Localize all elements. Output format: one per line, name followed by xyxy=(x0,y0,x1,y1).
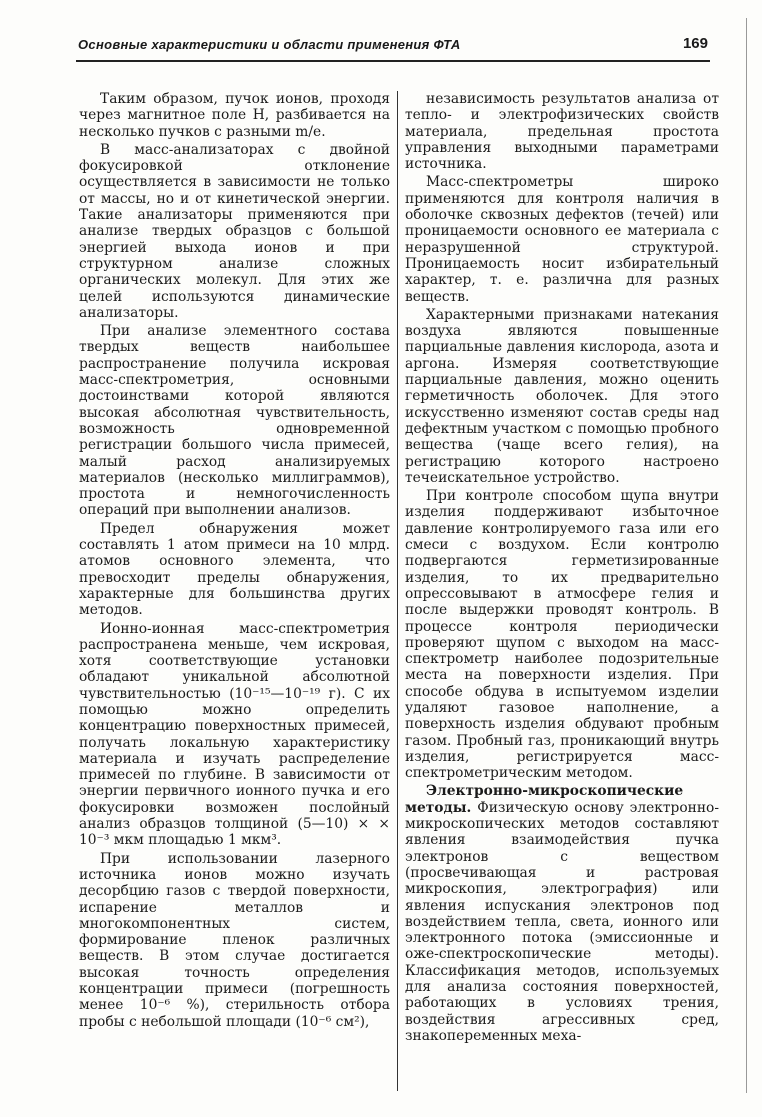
section-run-in-heading: Электронно-микроскопические методы. xyxy=(405,783,684,816)
paragraph: Таким образом, пучок ионов, проходя через магнитное поле H, разбивается на несколько пучков с разными m/e. xyxy=(79,91,390,140)
page-edge-line xyxy=(746,18,747,1093)
section-body-text: Физическую основу электронно-микроскопических методов составляют явления взаимодействия пучка электронов с веществом (просвечивающая и растровая микроскопия, электрография) или явления испускания электронов под воздействием тепла, света, ионного или электронного потока (эмиссионные и оже-спектроскопические методы). Классификация методов, используемых для анализа состояния поверхностей, работающих в условиях трения, воздействия агрессивных сред, знакопеременных меха- xyxy=(405,799,719,1044)
paragraph: Ионно-ионная масс-спектрометрия распространена меньше, чем искровая, хотя соответствующие установки обладают уникальной абсолютной чувствительностью (10⁻¹⁵—10⁻¹⁹ г). С их помощью можно определить концентрацию поверхностных примесей, получать локальную характеристику материала и изучать распределение примесей по глубине. В зависимости от энергии первичного ионного пучка и его фокусировки возможен послойный анализ образцов толщиной (5—10) × × 10⁻³ мкм площадью 1 мкм³. xyxy=(79,620,390,849)
paragraph: При использовании лазерного источника ионов можно изучать десорбцию газов с твердой поверхности, испарение металлов и многокомпонентных систем, формирование пленок различных веществ. В этом случае достигается высокая точность определения концентрации примеси (погрешность менее 10⁻⁶ %), стерильность отбора пробы с небольшой площади (10⁻⁶ см²), xyxy=(79,850,390,1030)
right-column xyxy=(405,91,719,1046)
running-header xyxy=(78,37,708,59)
left-column xyxy=(79,91,390,1032)
paragraph: Масс-спектрометры широко применяются для контроля наличия в оболочке сквозных дефектов (течей) или проницаемости основного ее материала с неразрушенной структурой. Проницаемость носит избирательный характер, т. е. различна для разных веществ. xyxy=(405,174,719,305)
running-header-title: Основные характеристики и области применения ФТА xyxy=(78,37,461,52)
paragraph: При контроле способом щупа внутри изделия поддерживают избыточное давление контролируемого газа или его смеси с воздухом. Если контролю подвергаются герметизированные изделия, то их предварительно опрессовывают в атмосфере гелия и после выдержки проводят контроль. В процессе контроля периодически проверяют щупом с выходом на масс-спектрометр наиболее подозрительные места на поверхности изделия. При способе обдува в испытуемом изделии удаляют газовое наполнение, а поверхность изделия обдувают пробным газом. Пробный газ, проникающий внутрь изделия, регистрируется масс-спектрометрическим методом. xyxy=(405,488,719,782)
paragraph: независимость результатов анализа от тепло- и электрофизических свойств материала, предельная простота управления выходными параметрами источника. xyxy=(405,91,719,173)
paragraph-with-heading xyxy=(405,783,719,1044)
paragraph: Характерными признаками натекания воздуха являются повышенные парциальные давления кислорода, азота и аргона. Измеряя соответствующие парциальные давления, можно оценить герметичность оболочек. Для этого искусственно изменяют состав среды над дефектным участком с помощью пробного вещества (чаще всего гелия), на регистрацию которого настроено течеискательное устройство. xyxy=(405,306,719,486)
paragraph: При анализе элементного состава твердых веществ наибольшее распространение получила искровая масс-спектрометрия, основными достоинствами которой являются высокая абсолютная чувствительность, возможность одновременной регистрации большого числа примесей, малый расход анализируемых материалов (несколько миллиграммов), простота и немногочисленность операций при выполнении анализов. xyxy=(79,323,390,519)
header-rule xyxy=(76,60,710,62)
column-divider xyxy=(397,91,398,1091)
paragraph: В масс-анализаторах с двойной фокусировкой отклонение осуществляется в зависимости не только от массы, но и от кинетической энергии. Такие анализаторы применяются при анализе твердых образцов с большой энергией выхода ионов и при структурном анализе сложных органических молекул. Для этих же целей используются динамические анализаторы. xyxy=(79,141,390,321)
paragraph: Предел обнаружения может составлять 1 атом примеси на 10 млрд. атомов основного элемента, что превосходит пределы обнаружения, характерные для большинства других методов. xyxy=(79,520,390,619)
page-number: 169 xyxy=(682,35,708,52)
